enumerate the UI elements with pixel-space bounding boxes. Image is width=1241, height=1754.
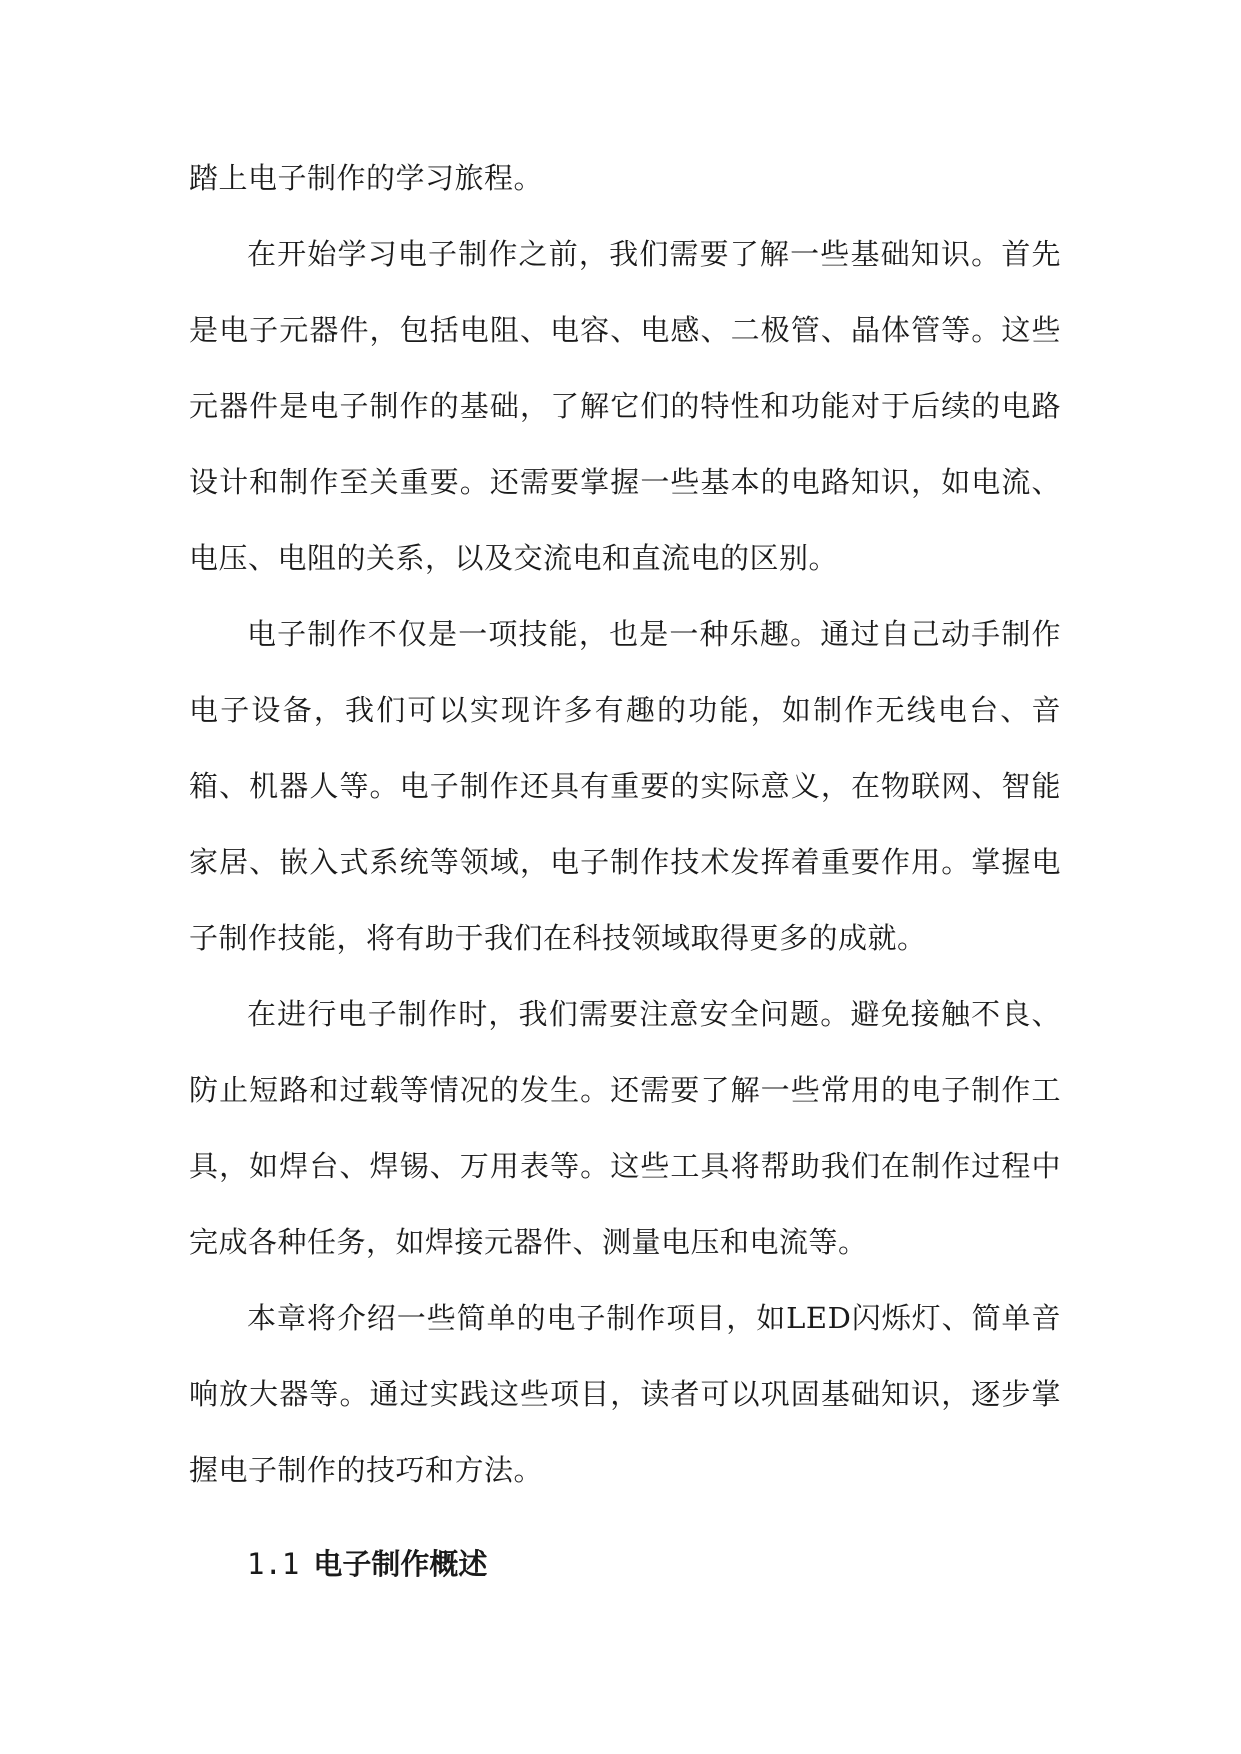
paragraph-chapter-projects: 本章将介绍一些简单的电子制作项目，如LED闪烁灯、简单音响放大器等。通过实践这些项目，读者可以巩固基础知识，逐步掌握电子制作的技巧和方法。 (189, 1301, 1061, 1487)
section-heading (247, 1526, 487, 1602)
paragraph-basics: 在开始学习电子制作之前，我们需要了解一些基础知识。首先是电子元器件，包括电阻、电容、电感、二极管、晶体管等。这些元器件是电子制作的基础，了解它们的特性和功能对于后续的电路设计和制作至关重要。还需要掌握一些基本的电路知识，如电流、电压、电阻的关系，以及交流电和直流电的区别。 (189, 237, 1061, 575)
body-text (189, 140, 1061, 1508)
paragraph-safety-and-tools: 在进行电子制作时，我们需要注意安全问题。避免接触不良、防止短路和过载等情况的发生。还需要了解一些常用的电子制作工具，如焊台、焊锡、万用表等。这些工具将帮助我们在制作过程中完成各种任务，如焊接元器件、测量电压和电流等。 (189, 997, 1061, 1259)
paragraph-continuation: 踏上电子制作的学习旅程。 (189, 161, 544, 195)
section-number: 1.1 (247, 1547, 300, 1581)
paragraph-fun-and-meaning: 电子制作不仅是一项技能，也是一种乐趣。通过自己动手制作电子设备，我们可以实现许多有趣的功能，如制作无线电台、音箱、机器人等。电子制作还具有重要的实际意义，在物联网、智能家居、嵌入式系统等领域，电子制作技术发挥着重要作用。掌握电子制作技能，将有助于我们在科技领域取得更多的成就。 (189, 617, 1061, 955)
section-title: 电子制作概述 (313, 1547, 488, 1581)
